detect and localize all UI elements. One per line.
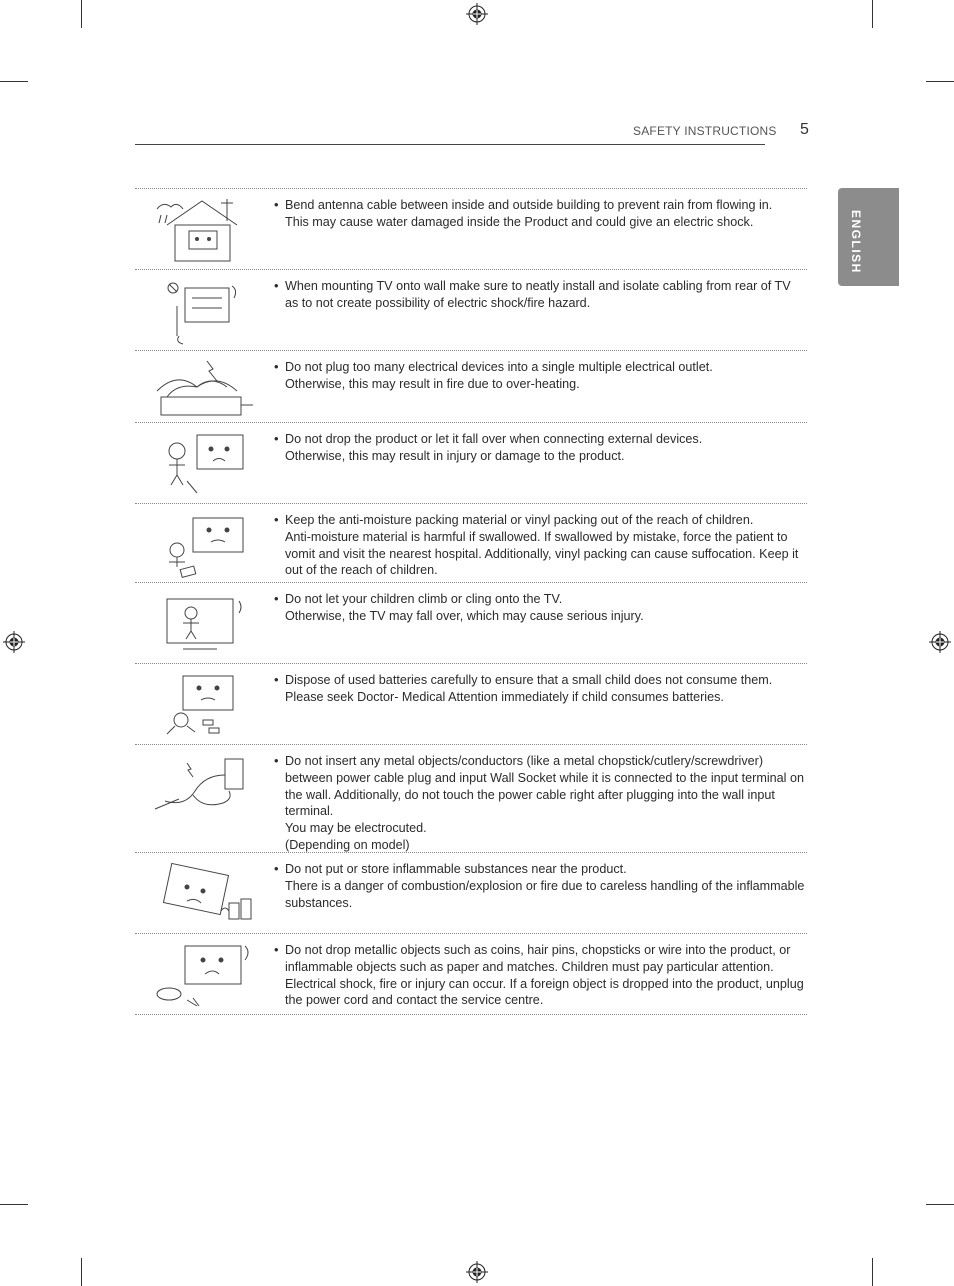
instruction-text — [285, 591, 805, 625]
bullet: • — [274, 942, 279, 957]
bullet: • — [274, 278, 279, 293]
instruction-line: When mounting TV onto wall make sure to neatly install and isolate cabling from rear of TV as to not create possibility of electric shock/fire hazard. — [285, 279, 791, 310]
instruction-line: Do not insert any metal objects/conductors (like a metal chopstick/cutlery/screwdriver) between power cable plug and input Wall Socket while it is connected to the input terminal on the wall. Additionally, do not touch the power cable right after plugging into the wall input terminal. — [285, 754, 804, 819]
instruction-text — [285, 861, 805, 911]
instruction-row — [135, 422, 807, 503]
overloaded-outlet-icon — [147, 357, 257, 427]
instruction-line: Do not drop metallic objects such as coins, hair pins, chopsticks or wire into the product, or inflammable objects such as paper and matches. Children must pay particular attention. Electrical shock, fire or injury can occur. If a foreign object is dropped into the product, unplug the power cord and contact the service centre. — [285, 943, 804, 1008]
registration-mark-icon — [466, 3, 488, 25]
instruction-line: Otherwise, the TV may fall over, which may cause serious injury. — [285, 608, 644, 623]
crop-mark — [872, 0, 873, 28]
bullet: • — [274, 197, 279, 212]
instruction-line: This may cause water damaged inside the Product and could give an electric shock. — [285, 214, 754, 229]
tv-falling-icon — [147, 429, 257, 499]
instruction-line: Do not put or store inflammable substances near the product. — [285, 862, 627, 876]
child-packing-icon — [147, 510, 257, 580]
instruction-text — [285, 431, 805, 465]
language-tab-label: ENGLISH — [849, 210, 863, 274]
instruction-line: Otherwise, this may result in fire due to over-heating. — [285, 376, 580, 391]
instruction-line: Anti-moisture material is harmful if swallowed. If swallowed by mistake, force the patient to vomit and visit the nearest hospital. Additionally, vinyl packing can cause suffocation. Keep it out of the reach of children. — [285, 529, 799, 578]
child-batteries-icon — [147, 670, 257, 740]
language-tab — [838, 188, 899, 286]
instruction-row — [135, 503, 807, 582]
metallic-objects-icon — [147, 940, 257, 1010]
header-divider — [135, 144, 765, 145]
instruction-line: Do not drop the product or let it fall over when connecting external devices. — [285, 432, 703, 446]
instruction-line: Please seek Doctor- Medical Attention immediately if child consumes batteries. — [285, 689, 724, 704]
page-number: 5 — [800, 121, 809, 138]
instruction-line: (Depending on model) — [285, 837, 410, 852]
instruction-line: Do not let your children climb or cling onto the TV. — [285, 592, 563, 606]
instruction-row — [135, 852, 807, 933]
instruction-row — [135, 663, 807, 744]
antenna-house-icon — [147, 195, 257, 265]
instruction-row — [135, 933, 807, 1015]
crop-mark — [0, 81, 28, 82]
instruction-text — [285, 359, 805, 393]
bullet: • — [274, 672, 279, 687]
instruction-line: Dispose of used batteries carefully to ensure that a small child does not consume them. — [285, 673, 773, 687]
instruction-row — [135, 188, 807, 269]
flammable-substances-icon — [147, 859, 257, 929]
bullet: • — [274, 512, 279, 527]
section-title: SAFETY INSTRUCTIONS — [633, 124, 777, 138]
bullet: • — [274, 359, 279, 374]
crop-mark — [926, 1204, 954, 1205]
registration-mark-icon — [466, 1261, 488, 1283]
metal-object-socket-icon — [147, 751, 257, 821]
instruction-row — [135, 269, 807, 350]
registration-mark-icon — [3, 631, 25, 653]
crop-mark — [926, 81, 954, 82]
instruction-text — [285, 942, 805, 1009]
crop-mark — [81, 1258, 82, 1286]
instruction-line: There is a danger of combustion/explosion or fire due to careless handling of the inflammable substances. — [285, 878, 805, 910]
child-climbing-tv-icon — [147, 589, 257, 659]
instruction-row — [135, 350, 807, 422]
instruction-text — [285, 753, 805, 854]
instruction-text — [285, 278, 805, 312]
instruction-line: Otherwise, this may result in injury or damage to the product. — [285, 448, 625, 463]
instruction-text — [285, 512, 805, 579]
crop-mark — [872, 1258, 873, 1286]
instruction-text — [285, 672, 805, 706]
bullet: • — [274, 753, 279, 768]
crop-mark — [81, 0, 82, 28]
instruction-line: Keep the anti-moisture packing material or vinyl packing out of the reach of children. — [285, 513, 754, 527]
crop-mark — [0, 1204, 28, 1205]
instruction-line: You may be electrocuted. — [285, 821, 427, 836]
bullet: • — [274, 861, 279, 876]
instruction-row — [135, 744, 807, 852]
instruction-text — [285, 197, 805, 231]
bullet: • — [274, 591, 279, 606]
instruction-line: Bend antenna cable between inside and outside building to prevent rain from flowing in. — [285, 198, 773, 212]
bullet: • — [274, 431, 279, 446]
instruction-row — [135, 582, 807, 663]
instruction-line: Do not plug too many electrical devices into a single multiple electrical outlet. — [285, 360, 713, 374]
registration-mark-icon — [929, 631, 951, 653]
wall-mount-cabling-icon — [147, 276, 257, 346]
